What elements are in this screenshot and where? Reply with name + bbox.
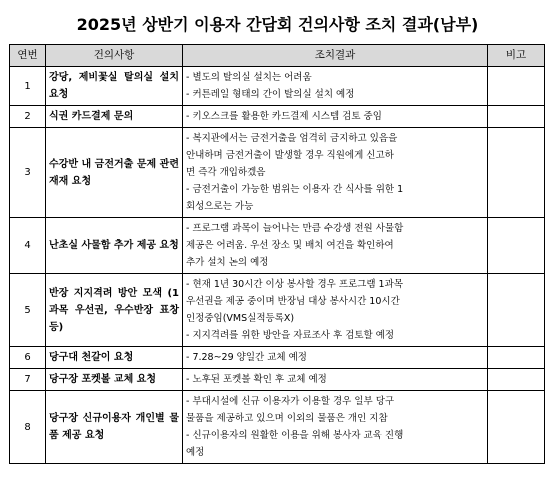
request-cell: 식권 카드결제 문의 [46,106,183,128]
result-cell [183,391,488,464]
result-line: 인정중임(VMS실적등록X) [186,313,295,324]
header-no: 연번 [10,45,46,67]
note-cell [488,369,545,391]
request-cell: 당구대 천갈이 요청 [46,347,183,369]
row-number: 1 [10,67,46,106]
note-cell [488,347,545,369]
result-line: - 신규이용자의 원활한 이용을 위해 봉사자 교육 진행 [186,430,404,441]
result-line: - 7.28~29 양일간 교체 예정 [186,352,307,363]
table-row [10,347,545,369]
result-cell [183,128,488,218]
results-table [9,44,545,464]
row-number: 5 [10,274,46,347]
row-number: 2 [10,106,46,128]
table-row [10,106,545,128]
result-cell [183,106,488,128]
result-cell [183,218,488,274]
table-row [10,128,545,218]
request-cell: 당구장 신규이용자 개인별 물품 제공 요청 [46,391,183,464]
result-cell [183,274,488,347]
table-row [10,369,545,391]
result-line: - 커튼레일 형태의 간이 탈의실 설치 예정 [186,89,355,100]
result-cell [183,67,488,106]
request-cell: 강당, 제비꽃실 탈의실 설치 요청 [46,67,183,106]
result-line: 회성으로는 가능 [186,201,254,212]
result-line: - 별도의 탈의실 설치는 어려움 [186,72,312,83]
result-line: 예정 [186,447,205,458]
result-line: - 현재 1년 30시간 이상 봉사할 경우 프로그램 1과목 [186,279,403,290]
row-number: 8 [10,391,46,464]
note-cell [488,274,545,347]
row-number: 4 [10,218,46,274]
header-note: 비고 [488,45,545,67]
header-result: 조치결과 [183,45,488,67]
result-line: 물품을 제공하고 있으며 이외의 물품은 개인 지참 [186,413,388,424]
result-line: - 노후된 포켓볼 확인 후 교체 예정 [186,374,327,385]
table-row [10,218,545,274]
result-cell [183,347,488,369]
row-number: 3 [10,128,46,218]
result-line: 안내하며 금전거출이 발생할 경우 직원에게 신고하 [186,150,394,161]
result-line: - 복지관에서는 금전거출을 엄격히 금지하고 있음을 [186,133,398,144]
note-cell [488,391,545,464]
result-line: 면 즉각 개입하겠음 [186,167,266,178]
document-title: 2025년 상반기 이용자 간담회 건의사항 조치 결과(남부) [76,15,479,34]
request-cell: 반장 지지격려 방안 모색 (1과목 우선권, 우수반장 표창 등) [46,274,183,347]
request-cell: 난초실 사물함 추가 제공 요청 [46,218,183,274]
result-line: 추가 설치 논의 예정 [186,257,269,268]
row-number: 6 [10,347,46,369]
result-cell [183,369,488,391]
result-line: 우선권을 제공 중이며 반장님 대상 봉사시간 10시간 [186,296,400,307]
result-line: - 금전거출이 가능한 범위는 이용자 간 식사를 위한 1 [186,184,404,195]
header-row [10,45,545,67]
result-line: - 프로그램 과목이 늘어나는 만큼 수강생 전원 사물함 [186,223,404,234]
request-cell: 수강반 내 금전거출 문제 관련 재재 요청 [46,128,183,218]
header-request: 건의사항 [46,45,183,67]
result-line: - 지지격려를 위한 방안을 자료조사 후 검토할 예정 [186,330,395,341]
row-number: 7 [10,369,46,391]
result-line: - 키오스크를 활용한 카드결제 시스템 검토 중임 [186,111,382,122]
note-cell [488,218,545,274]
result-line: - 부대시설에 신규 이용자가 이용할 경우 일부 당구 [186,396,395,407]
table-body [10,67,545,464]
note-cell [488,106,545,128]
table-row [10,67,545,106]
note-cell [488,128,545,218]
table-row [10,391,545,464]
note-cell [488,67,545,106]
table-row [10,274,545,347]
result-line: 제공은 어려움. 우선 장소 및 배치 여건을 확인하여 [186,240,394,251]
request-cell: 당구장 포켓볼 교체 요청 [46,369,183,391]
